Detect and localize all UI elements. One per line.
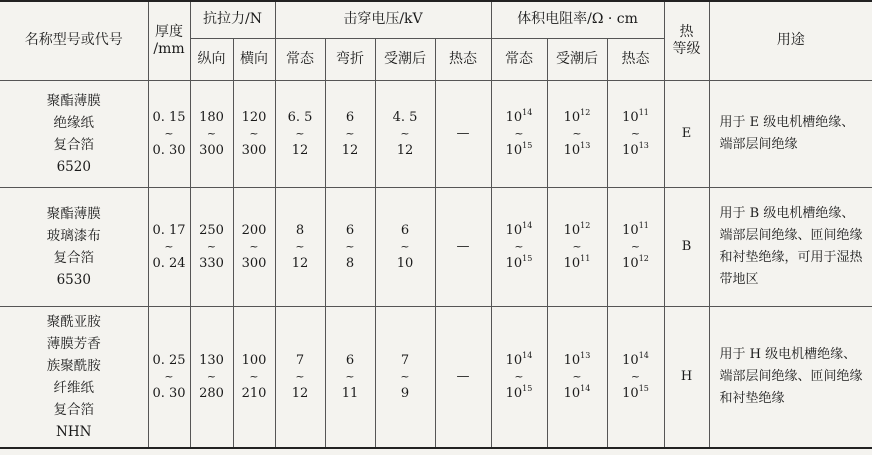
bd-bent: 6 ~ 11: [325, 306, 375, 448]
res-damp: $10^{13}$ ~ $10^{14}$: [547, 306, 607, 448]
thickness: 0. 25 ~ 0. 30: [148, 306, 190, 448]
table-row: [0, 306, 872, 448]
table-row: [0, 187, 872, 306]
usage: 用于 E 级电机槽绝缘、端部层间绝缘: [709, 80, 872, 187]
bd-damp: 4. 5 ~ 12: [375, 80, 435, 187]
bd-damp: 6 ~ 10: [375, 187, 435, 306]
header-name: 名称型号或代号: [0, 1, 148, 80]
tensile-long: 130 ~ 280: [190, 306, 233, 448]
material-name: 聚酯薄膜 绝缘纸 复合箔 6520: [0, 80, 148, 187]
header-usage: 用途: [709, 1, 872, 80]
tensile-long: 250 ~ 330: [190, 187, 233, 306]
header-tensile: 抗拉力/N: [190, 1, 275, 38]
res-hot: $10^{11}$ ~ $10^{13}$: [607, 80, 664, 187]
header-breakdown: 击穿电压/kV: [275, 1, 491, 38]
header-bd-damp: 受潮后: [375, 38, 435, 80]
header-res-damp: 受潮后: [547, 38, 607, 80]
bd-normal: 8 ~ 12: [275, 187, 325, 306]
res-damp: $10^{12}$ ~ $10^{11}$: [547, 187, 607, 306]
material-name: 聚酯薄膜 玻璃漆布 复合箔 6530: [0, 187, 148, 306]
tensile-long: 180 ~ 300: [190, 80, 233, 187]
heat-class: B: [664, 187, 709, 306]
bd-hot: —: [435, 187, 491, 306]
res-damp: $10^{12}$ ~ $10^{13}$: [547, 80, 607, 187]
header-thickness: 厚度 /mm: [148, 1, 190, 80]
header-res-hot: 热态: [607, 38, 664, 80]
header-bd-bent: 弯折: [325, 38, 375, 80]
bd-bent: 6 ~ 8: [325, 187, 375, 306]
bd-damp: 7 ~ 9: [375, 306, 435, 448]
tensile-trans: 200 ~ 300: [233, 187, 275, 306]
res-normal: $10^{14}$ ~ $10^{15}$: [491, 80, 547, 187]
usage: 用于 B 级电机槽绝缘、端部层间绝缘、匝间绝缘和衬垫绝缘，可用于湿热带地区: [709, 187, 872, 306]
tensile-trans: 100 ~ 210: [233, 306, 275, 448]
heat-class: H: [664, 306, 709, 448]
header-res-normal: 常态: [491, 38, 547, 80]
res-normal: $10^{14}$ ~ $10^{15}$: [491, 187, 547, 306]
bd-hot: —: [435, 80, 491, 187]
header-heat-class: 热 等级: [664, 1, 709, 80]
header-resistivity: 体积电阻率/Ω · cm: [491, 1, 664, 38]
heat-class: E: [664, 80, 709, 187]
res-hot: $10^{14}$ ~ $10^{15}$: [607, 306, 664, 448]
bd-normal: 7 ~ 12: [275, 306, 325, 448]
header-bd-normal: 常态: [275, 38, 325, 80]
header-tensile-long: 纵向: [190, 38, 233, 80]
res-hot: $10^{11}$ ~ $10^{12}$: [607, 187, 664, 306]
res-normal: $10^{14}$ ~ $10^{15}$: [491, 306, 547, 448]
bd-bent: 6 ~ 12: [325, 80, 375, 187]
bd-hot: —: [435, 306, 491, 448]
material-name: 聚酰亚胺 薄膜芳香 族聚酰胺 纤维纸 复合箔 NHN: [0, 306, 148, 448]
header-tensile-trans: 横向: [233, 38, 275, 80]
bd-normal: 6. 5 ~ 12: [275, 80, 325, 187]
thickness: 0. 17 ~ 0. 24: [148, 187, 190, 306]
usage: 用于 H 级电机槽绝缘、端部层间绝缘、匝间绝缘和衬垫绝缘: [709, 306, 872, 448]
thickness: 0. 15 ~ 0. 30: [148, 80, 190, 187]
tensile-trans: 120 ~ 300: [233, 80, 275, 187]
table-row: [0, 80, 872, 187]
header-bd-hot: 热态: [435, 38, 491, 80]
